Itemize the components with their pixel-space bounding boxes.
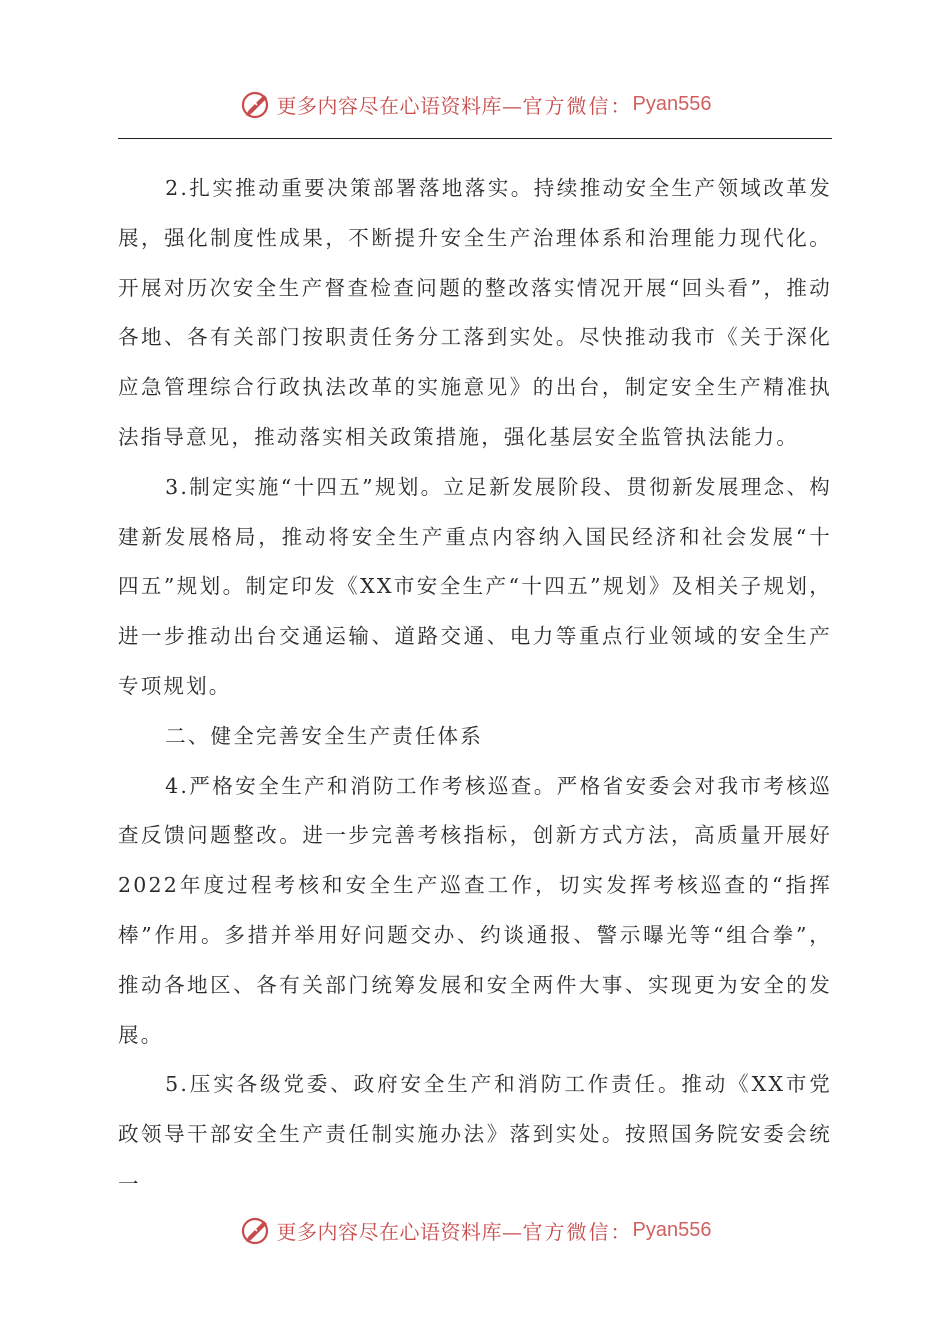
document-body — [118, 164, 832, 1210]
brand-text: 更多内容尽在心语资料库— — [276, 1219, 523, 1244]
paragraph-item-4: 4.严格安全生产和消防工作考核巡查。严格省安委会对我市考核巡查反馈问题整改。进一步完善考核指标，创新方式方法，高质量开展好2022年度过程考核和安全生产巡查工作，切实发挥考核巡查的“指挥棒”作用。多措并举用好问题交办、约谈通报、警示曝光等“组合拳”，推动各地区、各有关部门统筹发展和安全两件大事、实现更为安全的发展。 — [118, 773, 832, 1047]
wechat-id: Pyan556 — [632, 92, 712, 115]
footer-banner — [0, 1208, 950, 1252]
pen-logo-icon — [239, 87, 273, 121]
paragraph-item-2: 2.扎实推动重要决策部署落地落实。持续推动安全生产领域改革发展，强化制度性成果，不断提升安全生产治理体系和治理能力现代化。开展对历次安全生产督查检查问题的整改落实情况开展“回头看”，推动各地、各有关部门按职责任务分工落到实处。尽快推动我市《关于深化应急管理综合行政执法改革的实施意见》的出台，制定安全生产精准执法指导意见，推动落实相关政策措施，强化基层安全监管执法能力。 — [118, 176, 832, 449]
header-divider — [118, 138, 832, 139]
wechat-id: Pyan556 — [632, 1218, 712, 1241]
wechat-label: 官方微信： — [522, 1219, 633, 1244]
wechat-label: 官方微信： — [522, 93, 633, 118]
header-banner — [0, 82, 950, 126]
paragraph-item-5: 5.压实各级党委、政府安全生产和消防工作责任。推动《XX市党政领导干部安全生产责任制实施办法》落到实处。按照国务院安委会统一 — [118, 1072, 832, 1196]
paragraph-item-3: 3.制定实施“十四五”规划。立足新发展阶段、贯彻新发展理念、构建新发展格局，推动将安全生产重点内容纳入国民经济和社会发展“十四五”规划。制定印发《XX市安全生产“十四五”规划》及相关子规划，进一步推动出台交通运输、道路交通、电力等重点行业领域的安全生产专项规划。 — [118, 474, 832, 698]
brand-text: 更多内容尽在心语资料库— — [276, 93, 523, 118]
section-heading: 二、健全完善安全生产责任体系 — [165, 723, 483, 748]
pen-logo-icon — [239, 1213, 273, 1247]
